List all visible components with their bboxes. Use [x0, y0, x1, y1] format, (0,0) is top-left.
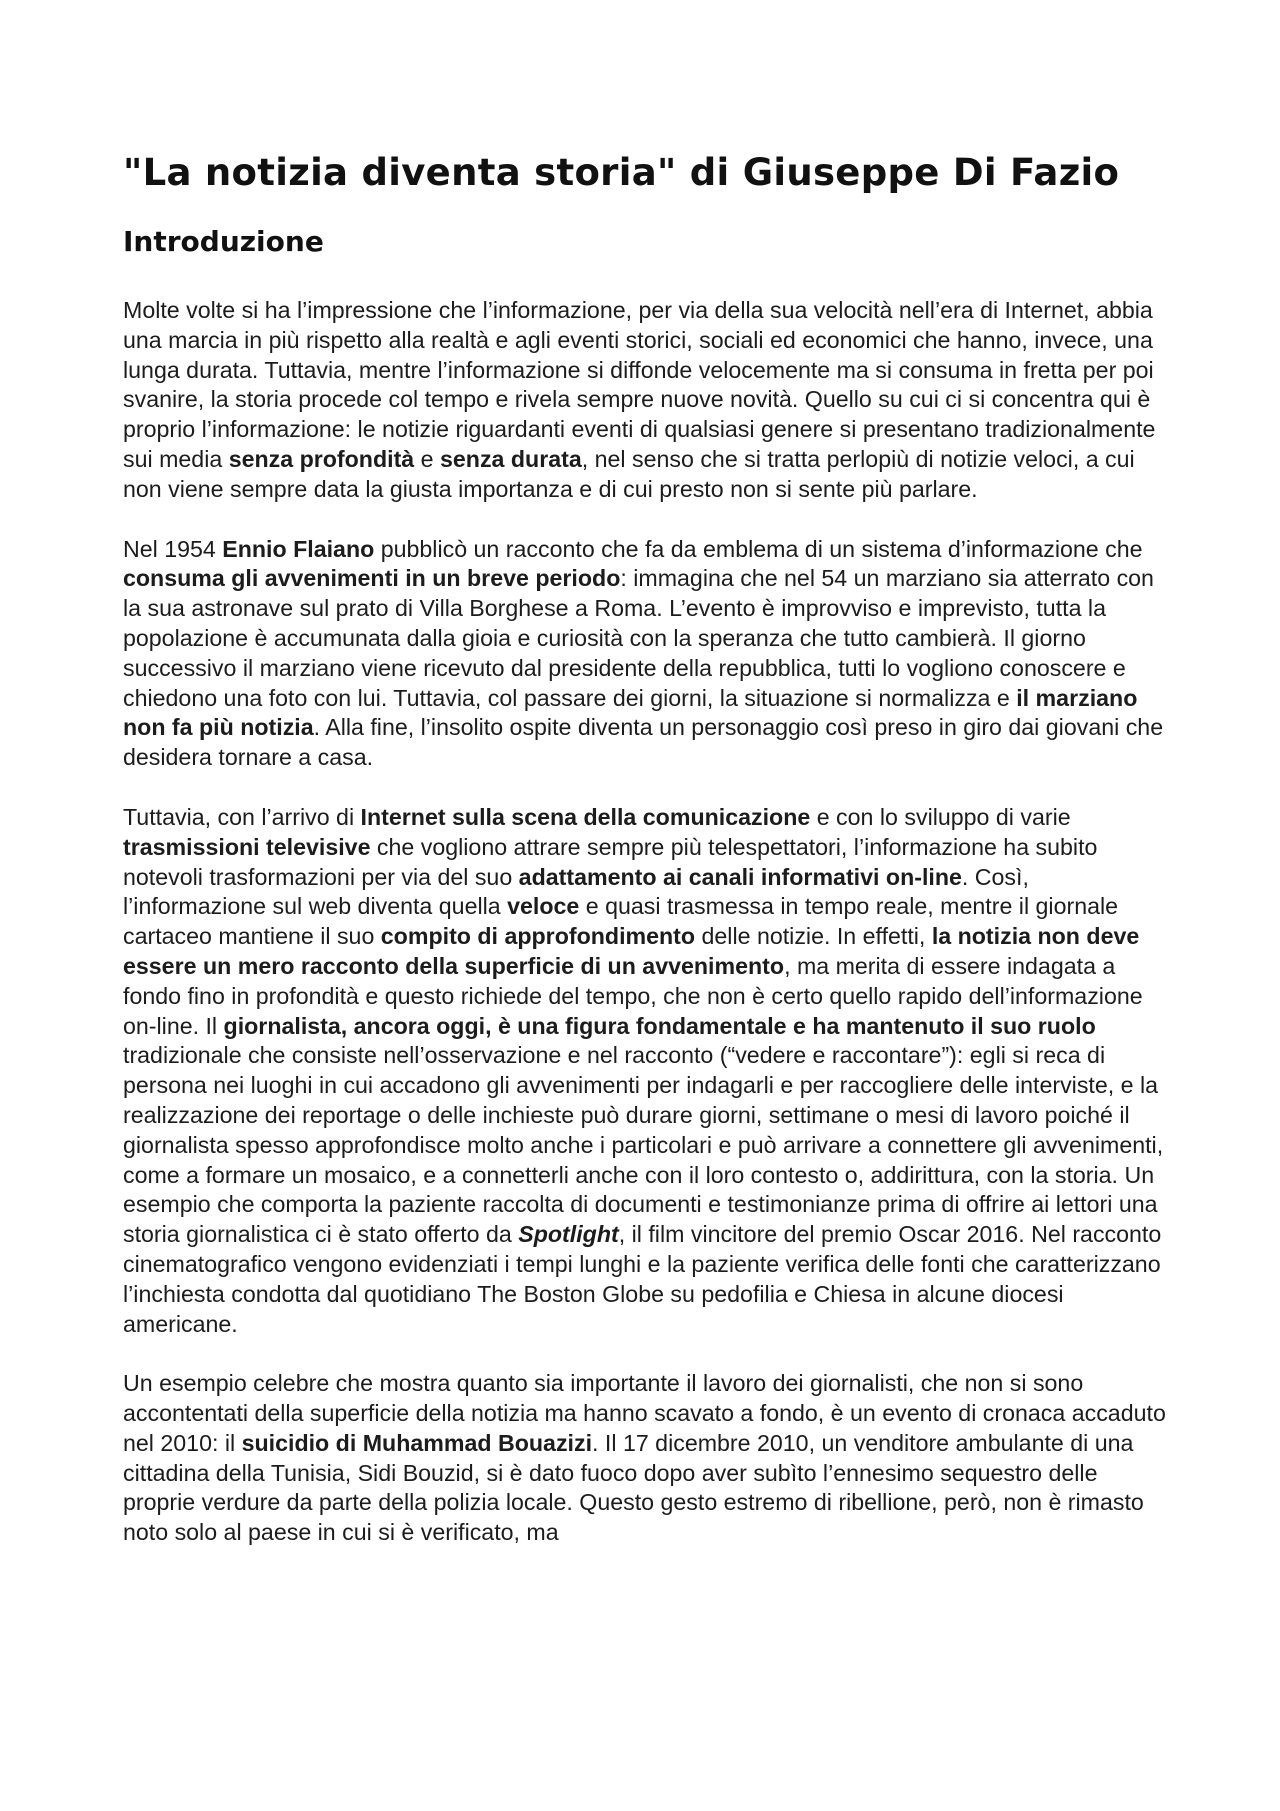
bold-text: la notizia non deve essere un mero racconto della superficie di un avvenimento	[123, 923, 1140, 979]
bold-text: Ennio Flaiano	[222, 535, 375, 562]
bold-text: Internet sulla scena della comunicazione	[360, 803, 811, 830]
bold-text: Spotlight	[518, 1221, 619, 1248]
bold-text: senza profondità	[228, 445, 415, 472]
section-heading: Introduzione	[123, 225, 324, 258]
bold-text: compito di approfondimento	[380, 923, 696, 950]
bold-text: senza durata	[439, 445, 582, 472]
document-title: "La notizia diventa storia" di Giuseppe Di Fazio	[123, 151, 1120, 194]
bold-text: il marziano non fa più notizia	[123, 684, 1138, 741]
bold-text: suicidio di Muhammad Bouazizi	[241, 1429, 593, 1456]
bold-text: veloce	[507, 893, 580, 920]
paragraph: Un esempio celebre che mostra quanto sia importante il lavoro dei giornalisti, che non si sono accontentati della superficie della notizia ma hanno scavato a fondo, è un evento di cronaca accaduto nel 2010: il suicidio di Muhammad Bouazizi. Il 17 dicembre 2010, un venditore ambulante di una cittadina della Tunisia, Sidi Bouzid, si è dato fuoco dopo aver subìto l’ennesimo sequestro delle proprie verdure da parte della polizia locale. Questo gesto estremo di ribellione, però, non è rimasto noto solo al paese in cui si è verificato, ma	[123, 1370, 1166, 1546]
paragraph: Molte volte si ha l’impressione che l’informazione, per via della sua velocità nell’era di Internet, abbia una marcia in più rispetto alla realtà e agli eventi storici, sociali ed economici che hanno, invece, una lunga durata. Tuttavia, mentre l’informazione si diffonde velocemente ma si consuma in fretta per poi svanire, la storia procede col tempo e rivela sempre nuove novità. Quello su cui ci si concentra qui è proprio l’informazione: le notizie riguardanti eventi di qualsiasi genere si presentano tradizionalmente sui media senza profondità e senza durata, nel senso che si tratta perlopiù di notizie veloci, a cui non viene sempre data la giusta importanza e di cui presto non si sente più parlare.	[123, 297, 1156, 502]
paragraph: Nel 1954 Ennio Flaiano pubblicò un racconto che fa da emblema di un sistema d’informazione che consuma gli avvenimenti in un breve periodo: immagina che nel 54 un marziano sia atterrato con la sua astronave sul prato di Villa Borghese a Roma. L’evento è improvviso e imprevisto, tutta la popolazione è accumunata dalla gioia e curiosità con la speranza che tutto cambierà. Il giorno successivo il marziano viene ricevuto dal presidente della repubblica, tutti lo vogliono conoscere e chiedono una foto con lui. Tuttavia, col passare dei giorni, la situazione si normalizza e il marziano non fa più notizia. Alla fine, l’insolito ospite diventa un personaggio così preso in giro dai giovani che desidera tornare a casa.	[123, 535, 1164, 771]
document-content	[123, 150, 1173, 1548]
bold-text: adattamento ai canali informativi on-line	[518, 863, 962, 890]
bold-text: giornalista, ancora oggi, è una figura fondamentale e ha mantenuto il suo ruolo	[223, 1012, 1096, 1039]
bold-text: trasmissioni televisive	[123, 833, 371, 860]
bold-text: consuma gli avvenimenti in un breve periodo	[123, 565, 621, 592]
paragraph: Tuttavia, con l’arrivo di Internet sulla scena della comunicazione e con lo sviluppo di varie trasmissioni televisive che vogliono attrare sempre più telespettatori, l’informazione ha subito notevoli trasformazioni per via del suo adattamento ai canali informativi on-line. Così, l’informazione sul web diventa quella veloce e quasi trasmessa in tempo reale, mentre il giornale cartaceo mantiene il suo compito di approfondimento delle notizie. In effetti, la notizia non deve essere un mero racconto della superficie di un avvenimento, ma merita di essere indagata a fondo fino in profondità e questo richiede del tempo, che non è certo quello rapido dell’informazione on-line. Il giornalista, ancora oggi, è una figura fondamentale e ha mantenuto il suo ruolo tradizionale che consiste nell’osservazione e nel racconto (“vedere e raccontare”): egli si reca di persona nei luoghi in cui accadono gli avvenimenti per indagarli e per raccogliere delle interviste, e la realizzazione dei reportage o delle inchieste può durare giorni, settimane o mesi di lavoro poiché il giornalista spesso approfondisce molto anche i particolari e può arrivare a connettere gli avvenimenti, come a formare un mosaico, e a connetterli anche con il loro contesto o, addirittura, con la storia. Un esempio che comporta la paziente raccolta di documenti e testimonianze prima di offrire ai lettori una storia giornalistica ci è stato offerto da Spotlight, il film vincitore del premio Oscar 2016. Nel racconto cinematografico vengono evidenziati i tempi lunghi e la paziente verifica delle fonti che caratterizzano l’inchiesta condotta dal quotidiano The Boston Globe su pedofilia e Chiesa in alcune diocesi americane.	[123, 803, 1164, 1337]
